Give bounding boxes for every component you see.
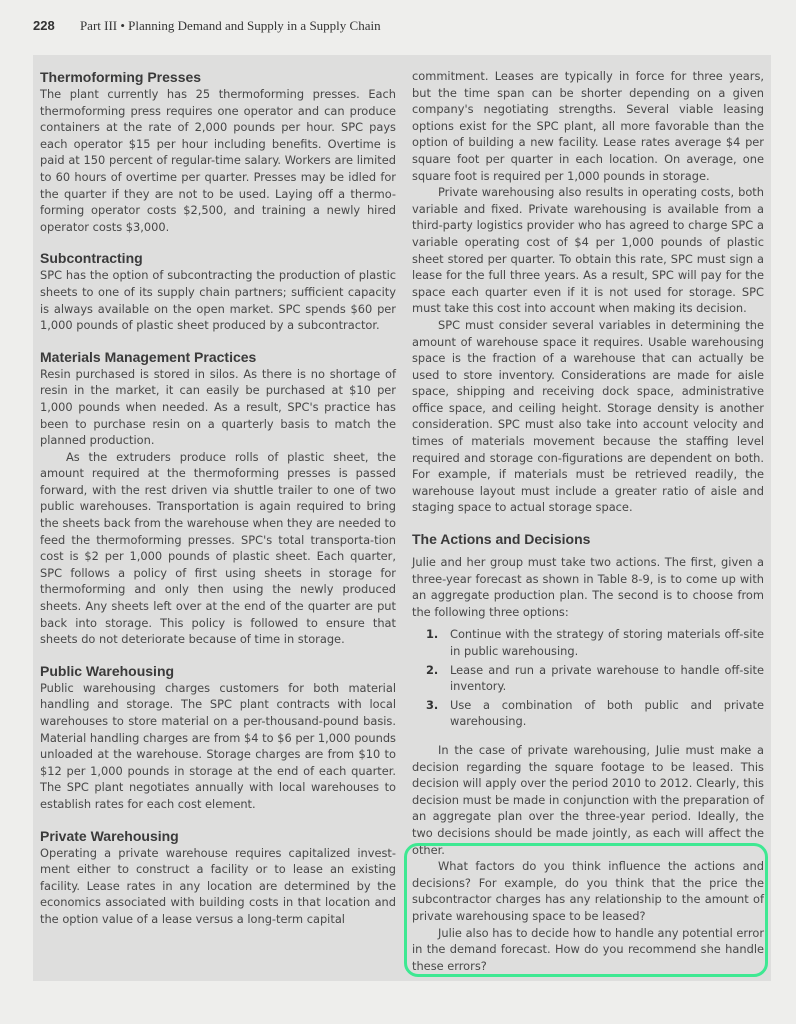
paragraph: commitment. Leases are typically in force for three years, but the time span can be shorter depending on a given company's negotiating strengths. Several viable leasing options exist for the SPC plant, all more favorable than the option of building a new facility. Lease rates average $4 per square foot per quarter in each location. On average, one square foot is required per 1,000 pounds in storage.	[412, 69, 764, 183]
section-heading: Thermoforming Presses	[40, 69, 202, 85]
paragraph: In the case of private warehousing, Julie must make a decision regarding the square footage to be leased. This decision will apply over the period 2010 to 2012. Clearly, this decision must be made in conjunction with the preparation of an aggregate plan over the three-year period. Ideally, the two decisions should be made jointly, as each will affect the other.	[412, 742, 764, 857]
running-title: Part III • Planning Demand and Supply in a Supply Chain	[79, 18, 381, 33]
section-materials-management	[40, 348, 396, 648]
list-text: Continue with the strategy of storing materials off-site in public warehousing.	[450, 627, 764, 658]
paragraph: The plant currently has 25 thermoforming presses. Each thermoforming press requires one operator and can produce containers at the rate of 2,000 pounds per hour. SPC pays each operator $15 per hour including benefits. Overtime is paid at 150 percent of regular-time salary. Workers are limited to 60 hours of overtime per quarter. Presses may be idled for the quarter if they are not to be used. Laying off a thermo-forming operator costs $2,500, and training a newly hired operator costs $3,000.	[40, 87, 396, 234]
list-item	[412, 697, 764, 730]
list-number: 3.	[426, 697, 439, 712]
list-text: Lease and run a private warehouse to handle off-site inventory.	[450, 662, 764, 694]
list-number: 1.	[426, 627, 439, 642]
left-column	[40, 68, 396, 942]
page-header	[33, 18, 796, 38]
paragraph: Resin purchased is stored in silos. As there is no shortage of resin in the market, it can easily be purchased at $10 per 1,000 pounds when needed. As a result, SPC's practice has been to purchase resin on a quarterly basis to match the planned production.	[40, 366, 396, 448]
section-heading: Private Warehousing	[40, 827, 179, 844]
section-heading: Public Warehousing	[40, 662, 175, 679]
section-heading: Materials Management Practices	[40, 348, 257, 365]
paragraph: Private warehousing also results in operating costs, both variable and fixed. Private warehousing is available from a third-party logistics provider who has agreed to charge SPC a variable operating cost of $4 per 1,000 pounds of plastic sheet stored per quarter. To obtain this rate, SPC must sign a lease for the full three years. As a result, SPC will pay for the space each quarter even if it is not used for storage. SPC must take this cost into account when making its decision.	[412, 185, 764, 316]
paragraph-question-2: Julie also has to decide how to handle any potential error in the demand forecast. How do you recommend she handle these errors?	[412, 925, 764, 973]
section-thermoforming-presses	[40, 68, 396, 235]
section-private-warehousing	[40, 827, 396, 928]
paragraph: Public warehousing charges customers for both material handling and storage. The SPC plant contracts with local warehouses to store material on a per-thousand-pound basis. Material handling charges are from $4 to $6 per 1,000 pounds unloaded at the warehouse. Storage charges are from $10 to $12 per 1,000 pounds in storage at the end of each quarter. The SPC plant negotiates annually with local warehouses to establish rates for each cost element.	[40, 680, 396, 811]
list-text: Use a combination of both public and private warehousing.	[450, 697, 764, 729]
section-heading-actions-decisions: The Actions and Decisions	[412, 531, 591, 548]
section-subcontracting	[40, 249, 396, 333]
paragraph: SPC has the option of subcontracting the production of plastic sheets to one of its supply chain partners; sufficient capacity is always available on the open market. SPC spends $60 per 1,000 pounds of plastic sheet produced by a subcontractor.	[40, 268, 396, 333]
list-item	[412, 662, 764, 695]
paragraph-question-1: What factors do you think influence the actions and decisions? For example, do you think that the price the subcontractor charges has any relationship to the amount of private warehousing space to be leased?	[412, 859, 764, 923]
page-number: 228	[33, 18, 55, 33]
paragraph: SPC must consider several variables in determining the amount of warehouse space it requires. Usable warehousing space is the fraction of a warehouse that can actually be used to store inventory. Considerations are made for aisle space, shipping and receiving dock space, administrative office space, and ceiling height. Storage density is another consideration. SPC must also take into account velocity and times of materials movement because the staffing level required and storage con-figurations are dependent on both. For example, if materials must be retrieved readily, the warehouse layout must include a greater ratio of aisle and staging space to actual storage space.	[412, 317, 764, 515]
paragraph: Julie and her group must take two actions. The first, given a three-year forecast as shown in Table 8-9, is to come up with an aggregate production plan. The second is to choose from the following three options:	[412, 555, 764, 619]
section-public-warehousing	[40, 662, 396, 813]
paragraph: Operating a private warehouse requires capitalized invest-ment either to construct a facility or to lease an existing facility. Lease rates in any location are determined by the economics associated with building costs in that location and the option value of a lease versus a long-term capital	[40, 845, 396, 926]
paragraph: As the extruders produce rolls of plastic sheet, the amount required at the thermoforming presses is passed forward, with the rest driven via shuttle trailer to one of two public warehouses. Transportation is again required to bring the sheets back from the warehouse when they are needed to feed the thermoforming presses. SPC's total transporta-tion cost is $2 per 1,000 pounds of plastic sheet. Each quarter, SPC follows a policy of first using sheets in storage for thermoforming and only then using the newly produced sheets. Any sheets left over at the end of the quarter are put back into storage. This policy is followed to ensure that sheets do not deteriorate because of time in storage.	[40, 449, 396, 647]
right-column	[412, 68, 764, 974]
section-heading: Subcontracting	[40, 250, 143, 267]
options-list	[412, 626, 764, 730]
list-item	[412, 626, 764, 659]
list-number: 2.	[426, 662, 439, 677]
